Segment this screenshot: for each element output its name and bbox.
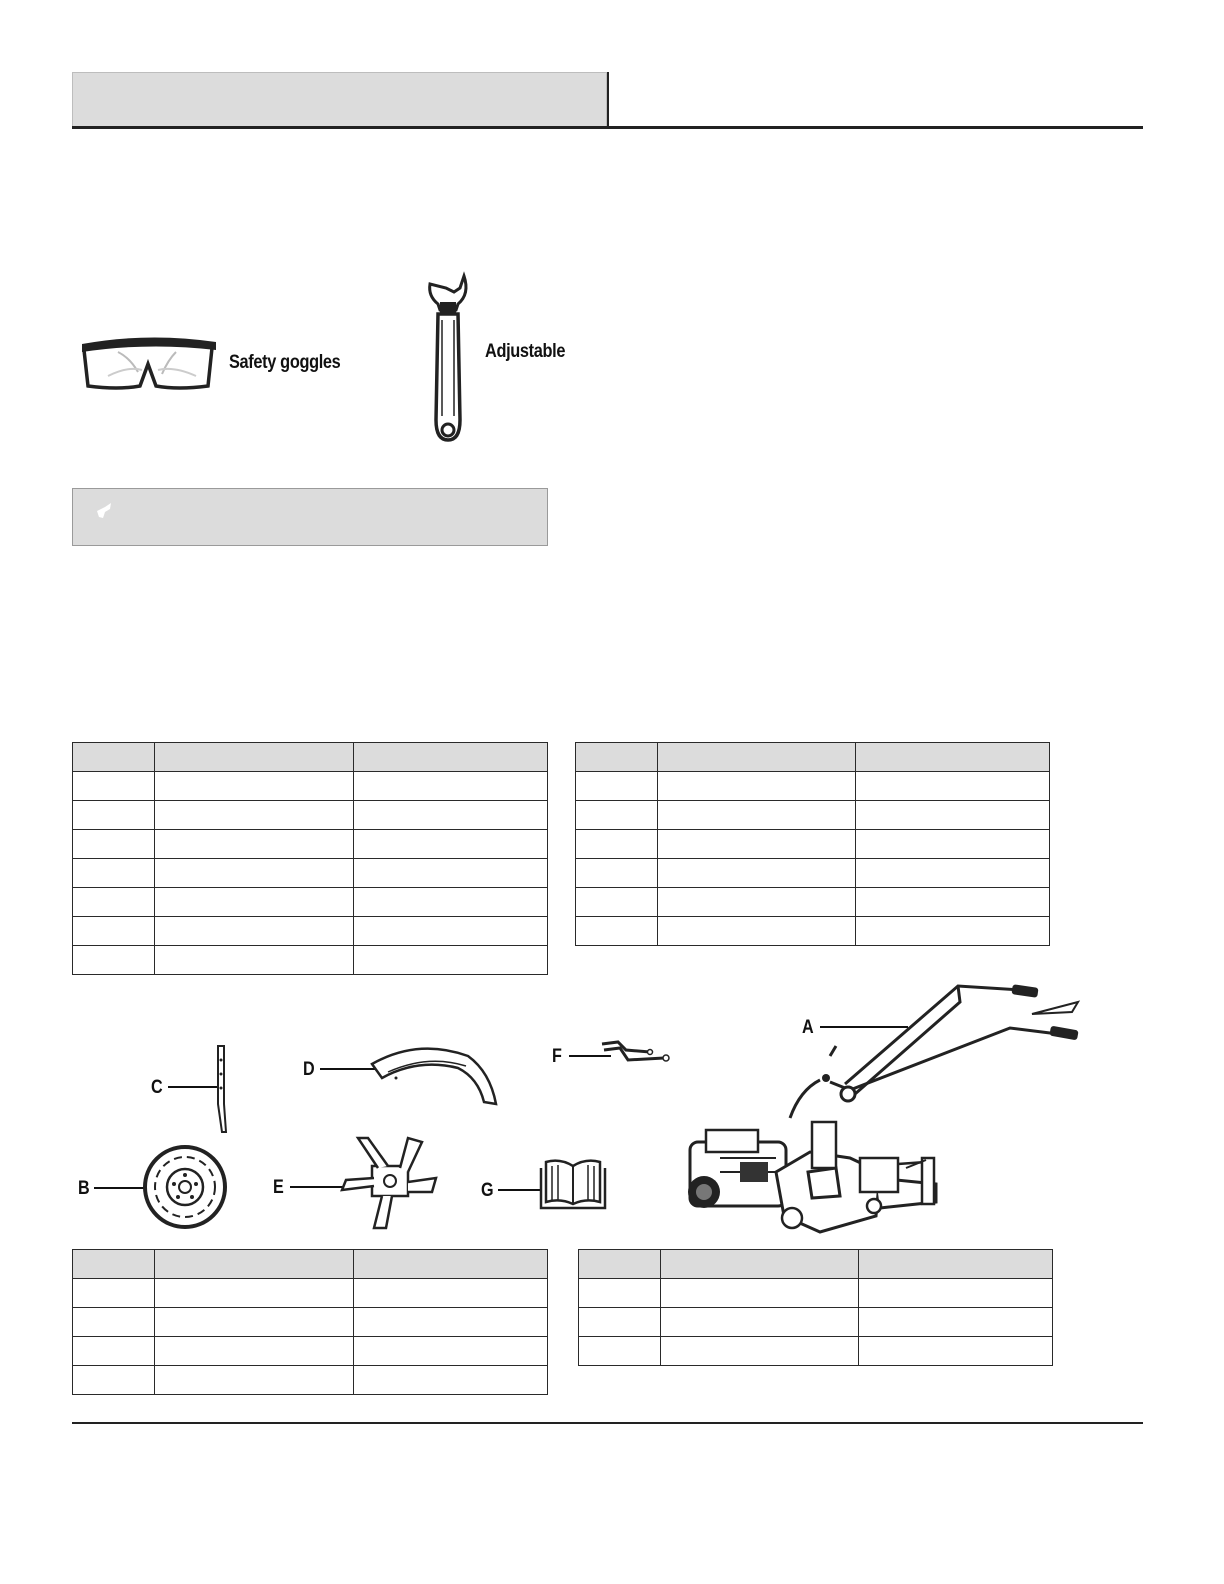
callout-d: D <box>303 1059 315 1080</box>
header-rule <box>72 126 1143 129</box>
callout-b: B <box>78 1178 90 1199</box>
tool-label-goggles: Safety goggles <box>229 352 341 373</box>
header-divider <box>607 72 609 128</box>
tine-assembly-icon <box>338 1132 440 1232</box>
table-row <box>73 1308 548 1337</box>
table-row <box>73 772 548 801</box>
callout-g: G <box>481 1180 494 1201</box>
header-title-box <box>72 72 607 126</box>
table-header-row <box>73 743 548 772</box>
parts-table-top-right <box>575 742 1050 946</box>
hitch-pin-icon <box>598 1036 674 1068</box>
table-row <box>579 1308 1053 1337</box>
table-row <box>576 917 1050 946</box>
table-row <box>73 1366 548 1395</box>
table-header-row <box>576 743 1050 772</box>
safety-goggles-icon <box>78 330 220 396</box>
leader-e <box>290 1186 345 1188</box>
table-row <box>579 1279 1053 1308</box>
table-header-row <box>73 1250 548 1279</box>
adjustable-wrench-icon <box>420 270 476 446</box>
table-row <box>73 917 548 946</box>
parts-table-bottom-left <box>72 1249 548 1395</box>
leader-c <box>168 1086 218 1088</box>
callout-f: F <box>552 1046 562 1067</box>
tool-label-wrench: Adjustable <box>485 341 566 362</box>
callout-e: E <box>273 1177 284 1198</box>
note-hand-icon <box>95 503 113 519</box>
parts-table-top-left <box>72 742 548 975</box>
table-row <box>73 830 548 859</box>
table-row <box>73 801 548 830</box>
table-row <box>576 801 1050 830</box>
table-row <box>576 772 1050 801</box>
table-header-row <box>579 1250 1053 1279</box>
tine-bar-icon <box>212 1044 234 1136</box>
table-row <box>73 1279 548 1308</box>
manual-book-icon <box>538 1156 608 1210</box>
table-row <box>576 888 1050 917</box>
footer-rule <box>72 1422 1143 1424</box>
shield-cover-icon <box>368 1044 502 1106</box>
parts-table-bottom-right <box>578 1249 1053 1366</box>
table-row <box>73 946 548 975</box>
table-row <box>73 888 548 917</box>
table-row <box>73 1337 548 1366</box>
table-row <box>576 830 1050 859</box>
table-row <box>576 859 1050 888</box>
leader-d <box>320 1068 375 1070</box>
wheel-icon <box>140 1142 230 1232</box>
callout-c: C <box>151 1077 163 1098</box>
table-row <box>73 859 548 888</box>
tiller-icon <box>680 972 1090 1240</box>
table-row <box>579 1337 1053 1366</box>
leader-b <box>94 1187 146 1189</box>
leader-g <box>498 1189 540 1191</box>
note-box <box>72 488 548 546</box>
callout-a: A <box>802 1017 814 1038</box>
